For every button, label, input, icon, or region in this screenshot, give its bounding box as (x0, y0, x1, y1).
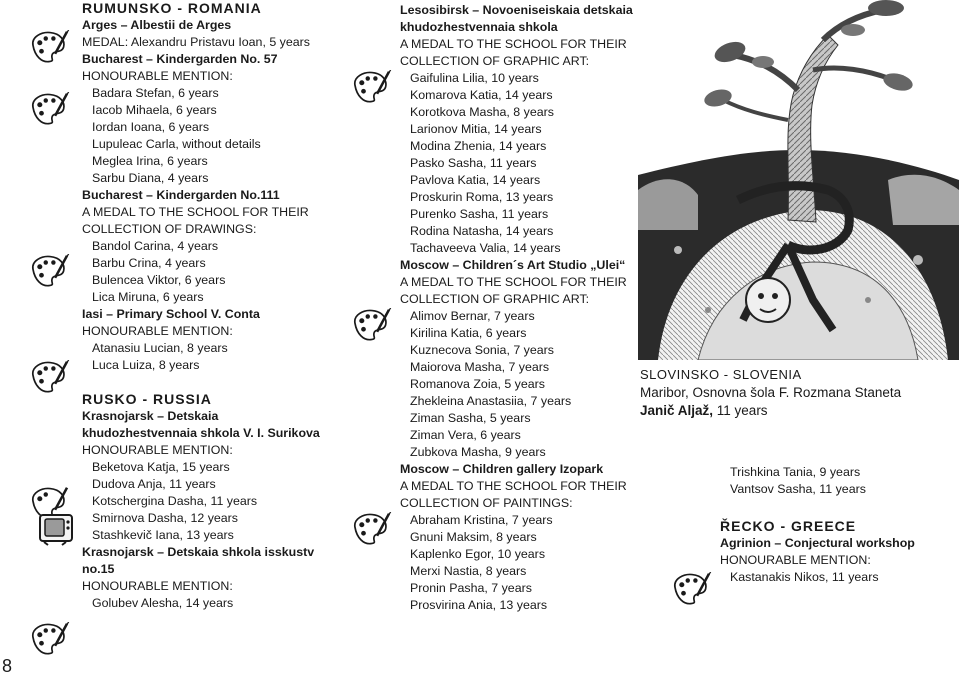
student-entry: Kaplenko Egor, 10 years (410, 547, 546, 561)
palette-icon (350, 512, 394, 546)
student-entry: Merxi Nastia, 8 years (410, 564, 527, 578)
school-name: khudozhestvennaia shkola V. I. Surikova (82, 426, 320, 440)
student-entry: Badara Stefan, 6 years (92, 86, 219, 100)
school-name: Arges – Albestii de Arges (82, 18, 232, 32)
student-entry: Ziman Sasha, 5 years (410, 411, 531, 425)
award-label: COLLECTION OF GRAPHIC ART: (400, 292, 590, 306)
palette-icon (28, 92, 72, 126)
country-heading: RUSKO - RUSSIA (82, 391, 212, 407)
student-entry: Maiorova Masha, 7 years (410, 360, 550, 374)
student-entry: Beketova Katja, 15 years (92, 460, 230, 474)
column-middle (400, 2, 640, 614)
student-entry: Purenko Sasha, 11 years (410, 207, 549, 221)
student-entry: Gnuni Maksim, 8 years (410, 530, 537, 544)
student-entry: Golubev Alesha, 14 years (92, 596, 234, 610)
student-entry: Smirnova Dasha, 12 years (92, 511, 239, 525)
tv-icon (38, 512, 78, 546)
school-name: Bucharest – Kindergarden No. 57 (82, 52, 278, 66)
winner-age: 11 years (713, 403, 768, 418)
award-label: HONOURABLE MENTION: (82, 579, 233, 593)
country-heading: ŘECKO - GREECE (720, 518, 857, 534)
award-label: HONOURABLE MENTION: (720, 553, 871, 567)
student-entry: Komarova Katia, 14 years (410, 88, 553, 102)
student-entry: Alimov Bernar, 7 years (410, 309, 535, 323)
student-entry: Pronin Pasha, 7 years (410, 581, 532, 595)
palette-icon (28, 30, 72, 64)
page-number: 8 (1, 656, 12, 676)
student-entry: Pavlova Katia, 14 years (410, 173, 541, 187)
winner-name: Janič Aljaž, (640, 403, 714, 418)
award-label: MEDAL: Alexandru Pristavu Ioan, 5 years (82, 35, 310, 49)
student-entry: Romanova Zoia, 5 years (410, 377, 545, 391)
student-entry: Bandol Carina, 4 years (92, 239, 219, 253)
award-label: COLLECTION OF PAINTINGS: (400, 496, 573, 510)
student-entry: Abraham Kristina, 7 years (410, 513, 553, 527)
student-entry: Sarbu Diana, 4 years (92, 171, 209, 185)
student-entry: Proskurin Roma, 13 years (410, 190, 554, 204)
award-label: A MEDAL TO THE SCHOOL FOR THEIR (400, 479, 627, 493)
school-name: Krasnojarsk – Detskaia (82, 409, 219, 423)
school-name: Iasi – Primary School V. Conta (82, 307, 260, 321)
student-entry: Luca Luiza, 8 years (92, 358, 200, 372)
award-label: HONOURABLE MENTION: (82, 443, 233, 457)
student-entry: Stashkevič Iana, 13 years (92, 528, 234, 542)
school-name: khudozhestvennaia shkola (400, 20, 558, 34)
palette-icon (670, 572, 714, 606)
student-entry: Atanasiu Lucian, 8 years (92, 341, 228, 355)
student-entry: Kirilina Katia, 6 years (410, 326, 527, 340)
column-left (82, 0, 382, 612)
student-entry: Barbu Crina, 4 years (92, 256, 206, 270)
palette-icon (28, 622, 72, 656)
school-slovenia: Maribor, Osnovna šola F. Rozmana Staneta (640, 385, 902, 400)
school-name: Agrinion – Conjectural workshop (720, 536, 915, 550)
school-name: Moscow – Children gallery Izopark (400, 462, 604, 476)
palette-icon (350, 308, 394, 342)
palette-icon (28, 254, 72, 288)
award-label: HONOURABLE MENTION: (82, 324, 233, 338)
award-label: A MEDAL TO THE SCHOOL FOR THEIR (82, 205, 309, 219)
student-entry: Kotschergina Dasha, 11 years (92, 494, 258, 508)
school-name: Moscow – Children´s Art Studio „Ulei“ (400, 258, 626, 272)
school-name: Bucharest – Kindergarden No.111 (82, 188, 280, 202)
student-entry: Meglea Irina, 6 years (92, 154, 208, 168)
palette-icon (28, 360, 72, 394)
country-heading: RUMUNSKO - ROMANIA (82, 0, 262, 16)
award-label: A MEDAL TO THE SCHOOL FOR THEIR (400, 275, 627, 289)
student-entry: Lica Miruna, 6 years (92, 290, 204, 304)
student-entry: Kuznecova Sonia, 7 years (410, 343, 554, 357)
school-name: Krasnojarsk – Detskaia shkola isskustv (82, 545, 315, 559)
student-entry: Zhekleina Anastasiia, 7 years (410, 394, 572, 408)
student-entry: Dudova Anja, 11 years (92, 477, 216, 491)
school-name: no.15 (82, 562, 115, 576)
russia-continued (720, 464, 959, 498)
student-entry: Gaifulina Lilia, 10 years (410, 71, 539, 85)
spacer (82, 374, 382, 391)
student-entry: Larionov Mitia, 14 years (410, 122, 542, 136)
school-name: Lesosibirsk – Novoeniseiskaia detskaia (400, 3, 633, 17)
award-label: A MEDAL TO THE SCHOOL FOR THEIR (400, 37, 627, 51)
winner-slovenia (640, 402, 959, 420)
student-entry: Kastanakis Nikos, 11 years (730, 570, 879, 584)
student-entry: Vantsov Sasha, 11 years (730, 482, 866, 496)
award-label: COLLECTION OF GRAPHIC ART: (400, 54, 590, 68)
award-label: COLLECTION OF DRAWINGS: (82, 222, 257, 236)
student-entry: Iordan Ioana, 6 years (92, 120, 210, 134)
student-entry: Ziman Vera, 6 years (410, 428, 521, 442)
country-heading-slovenia: SLOVINSKO - SLOVENIA (640, 367, 802, 382)
student-entry: Prosvirina Ania, 13 years (410, 598, 548, 612)
student-entry: Modina Zhenia, 14 years (410, 139, 547, 153)
palette-icon (350, 70, 394, 104)
student-entry: Tachaveeva Valia, 14 years (410, 241, 561, 255)
student-entry: Bulencea Viktor, 6 years (92, 273, 226, 287)
greece-section (720, 518, 959, 586)
student-entry: Lupuleac Carla, without details (92, 137, 261, 151)
award-label: HONOURABLE MENTION: (82, 69, 233, 83)
student-entry: Rodina Natasha, 14 years (410, 224, 554, 238)
student-entry: Iacob Mihaela, 6 years (92, 103, 217, 117)
slovenia-section (640, 366, 959, 420)
student-entry: Pasko Sasha, 11 years (410, 156, 537, 170)
student-entry: Trishkina Tania, 9 years (730, 465, 861, 479)
student-entry: Korotkova Masha, 8 years (410, 105, 554, 119)
student-entry: Zubkova Masha, 9 years (410, 445, 546, 459)
tree-figure-illustration (638, 0, 959, 360)
